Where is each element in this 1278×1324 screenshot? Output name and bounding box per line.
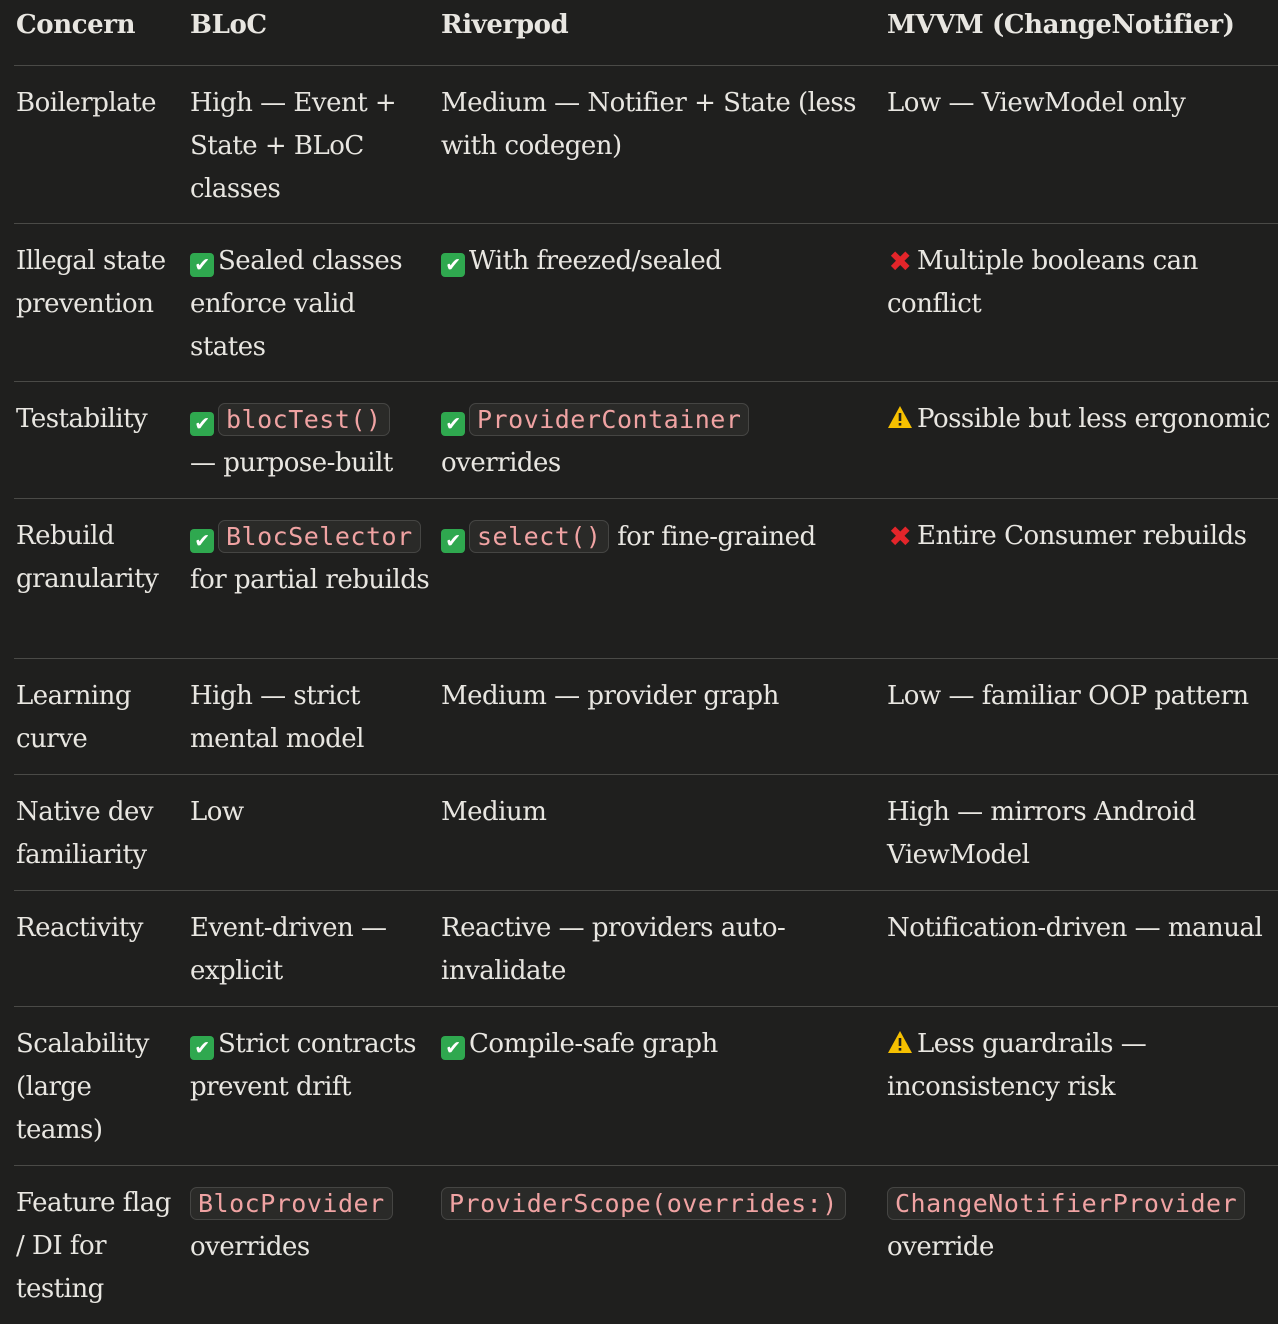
mvvm-cell [885,499,1278,659]
cell-text: overrides [441,448,561,478]
table-row [14,499,1278,659]
table-row [14,66,1278,224]
warning-icon [887,1030,913,1054]
cell-text: High — Event + State + BLoC classes [190,88,396,204]
mvvm-cell [885,1007,1278,1166]
header-mvvm: MVVM (ChangeNotifier) [885,0,1278,66]
riverpod-cell [439,1166,885,1324]
bloc-cell [188,1166,439,1324]
concern-cell: Illegal state prevention [14,224,188,382]
check-icon: ✔ [190,412,214,436]
concern-cell: Scalability (large teams) [14,1007,188,1166]
riverpod-cell [439,499,885,659]
riverpod-cell [439,224,885,382]
cell-text: Medium — Notifier + State (less with codegen) [441,88,856,161]
concern-cell: Feature flag / DI for testing [14,1166,188,1324]
cell-text: Low [190,797,244,827]
bloc-cell [188,66,439,224]
mvvm-cell [885,775,1278,891]
riverpod-cell [439,659,885,775]
mvvm-cell [885,659,1278,775]
cell-text: Sealed classes enforce valid states [190,246,402,362]
riverpod-cell [439,775,885,891]
table-row [14,775,1278,891]
cell-text: overrides [190,1232,310,1262]
cell-text: High — strict mental model [190,681,364,754]
table-row [14,891,1278,1007]
concern-cell: Testability [14,382,188,499]
table-row [14,382,1278,499]
cross-icon: ✖ [887,525,913,549]
cell-text: Compile-safe graph [469,1029,718,1059]
mvvm-cell [885,891,1278,1007]
riverpod-cell [439,891,885,1007]
table-row [14,1166,1278,1324]
code-snippet: BlocSelector [218,520,421,553]
cell-text: for fine-grained [617,522,816,552]
concern-cell: Learning curve [14,659,188,775]
cell-text: Reactive — providers auto-invalidate [441,913,785,986]
code-snippet: ProviderScope(overrides:) [441,1187,846,1220]
mvvm-cell [885,66,1278,224]
cell-text: With freezed/sealed [469,246,721,276]
table-row [14,224,1278,382]
code-snippet: BlocProvider [190,1187,393,1220]
cell-text: Medium [441,797,546,827]
riverpod-cell [439,66,885,224]
bloc-cell [188,224,439,382]
cell-text: Multiple booleans can conflict [887,246,1198,319]
concern-cell: Native dev familiarity [14,775,188,891]
header-bloc: BLoC [188,0,439,66]
check-icon: ✔ [190,1036,214,1060]
code-snippet: ChangeNotifierProvider [887,1187,1245,1220]
cell-text: High — mirrors Android ViewModel [887,797,1196,870]
bloc-cell [188,499,439,659]
bloc-cell [188,891,439,1007]
concern-cell: Rebuild granularity [14,499,188,659]
cell-text: Entire Consumer rebuilds [917,521,1247,551]
mvvm-cell [885,1166,1278,1324]
check-icon: ✔ [441,412,465,436]
table-row [14,1007,1278,1166]
riverpod-cell [439,382,885,499]
code-snippet: ProviderContainer [469,403,749,436]
mvvm-cell [885,382,1278,499]
cell-text: for partial rebuilds [190,565,429,595]
code-snippet: blocTest() [218,403,390,436]
mvvm-cell [885,224,1278,382]
header-row [14,0,1278,66]
bloc-cell [188,659,439,775]
check-icon: ✔ [441,1036,465,1060]
warning-icon [887,405,913,429]
check-icon: ✔ [190,529,214,553]
comparison-table [14,0,1278,1324]
cell-text: override [887,1232,994,1262]
table-row [14,659,1278,775]
cell-text: Event-driven — explicit [190,913,387,986]
cell-text: Notification-driven — manual [887,913,1262,943]
cell-text: Medium — provider graph [441,681,779,711]
cross-icon: ✖ [887,250,913,274]
bloc-cell [188,1007,439,1166]
concern-cell: Boilerplate [14,66,188,224]
cell-text: Strict contracts prevent drift [190,1029,416,1102]
check-icon: ✔ [441,529,465,553]
cell-text: Low — familiar OOP pattern [887,681,1249,711]
riverpod-cell [439,1007,885,1166]
cell-text: Less guardrails — inconsistency risk [887,1029,1146,1102]
cell-text: — purpose-built [190,448,393,478]
check-icon: ✔ [190,253,214,277]
bloc-cell [188,775,439,891]
header-concern: Concern [14,0,188,66]
cell-text: Possible but less ergonomic [917,404,1270,434]
cell-text: Low — ViewModel only [887,88,1185,118]
concern-cell: Reactivity [14,891,188,1007]
code-snippet: select() [469,520,609,553]
header-riverpod: Riverpod [439,0,885,66]
check-icon: ✔ [441,253,465,277]
bloc-cell [188,382,439,499]
